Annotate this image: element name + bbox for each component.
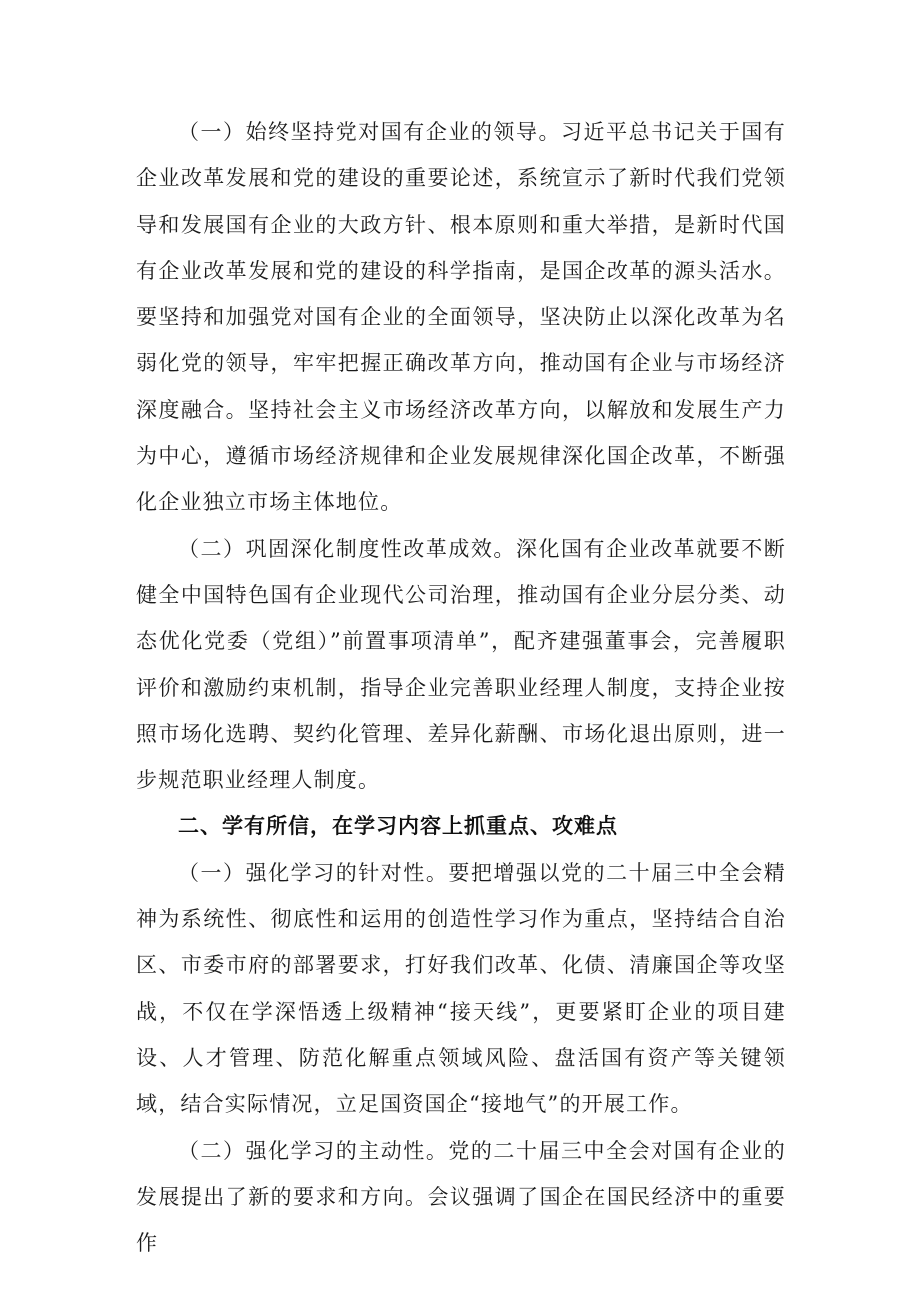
document-body [136, 109, 786, 1266]
paragraph-learning-initiative: （二）强化学习的主动性。党的二十届三中全会对国有企业的发展提出了新的要求和方向。会议强调了国企在国民经济中的重要作 [136, 1138, 786, 1256]
paragraph-institutional-reform: （二）巩固深化制度性改革成效。深化国有企业改革就要不断健全中国特色国有企业现代公司治理，推动国有企业分层分类、动态优化党委（党组）”前置事项清单”，配齐建强董事会，完善履职评价和激励约束机制，指导企业完善职业经理人制度，支持企业按照市场化选聘、契约化管理、差异化薪酬、市场化退出原则，进一步规范职业经理人制度。 [136, 536, 786, 793]
paragraph-party-leadership: （一）始终坚持党对国有企业的领导。习近平总书记关于国有企业改革发展和党的建设的重要论述，系统宣示了新时代我们党领导和发展国有企业的大政方针、根本原则和重大举措，是新时代国有企业改革发展和党的建设的科学指南，是国企改革的源头活水。要坚持和加强党对国有企业的全面领导，坚决防止以深化改革为名弱化党的领导，牢牢把握正确改革方向，推动国有企业与市场经济深度融合。坚持社会主义市场经济改革方向，以解放和发展生产力为中心，遵循市场经济规律和企业发展规律深化国企改革，不断强化企业独立市场主体地位。 [136, 120, 786, 515]
section-heading: 二、学有所信，在学习内容上抓重点、攻难点 [178, 814, 618, 839]
paragraph-learning-targeted: （一）强化学习的针对性。要把增强以党的二十届三中全会精神为系统性、彻底性和运用的创造性学习作为重点，坚持结合自治区、市委市府的部署要求，打好我们改革、化债、清廉国企等攻坚战，不仅在学深悟透上级精神“接天线”，更要紧盯企业的项目建设、人才管理、防范化解重点领域风险、盘活国有资产等关键领域，结合实际情况，立足国资国企“接地气”的开展工作。 [136, 860, 786, 1117]
